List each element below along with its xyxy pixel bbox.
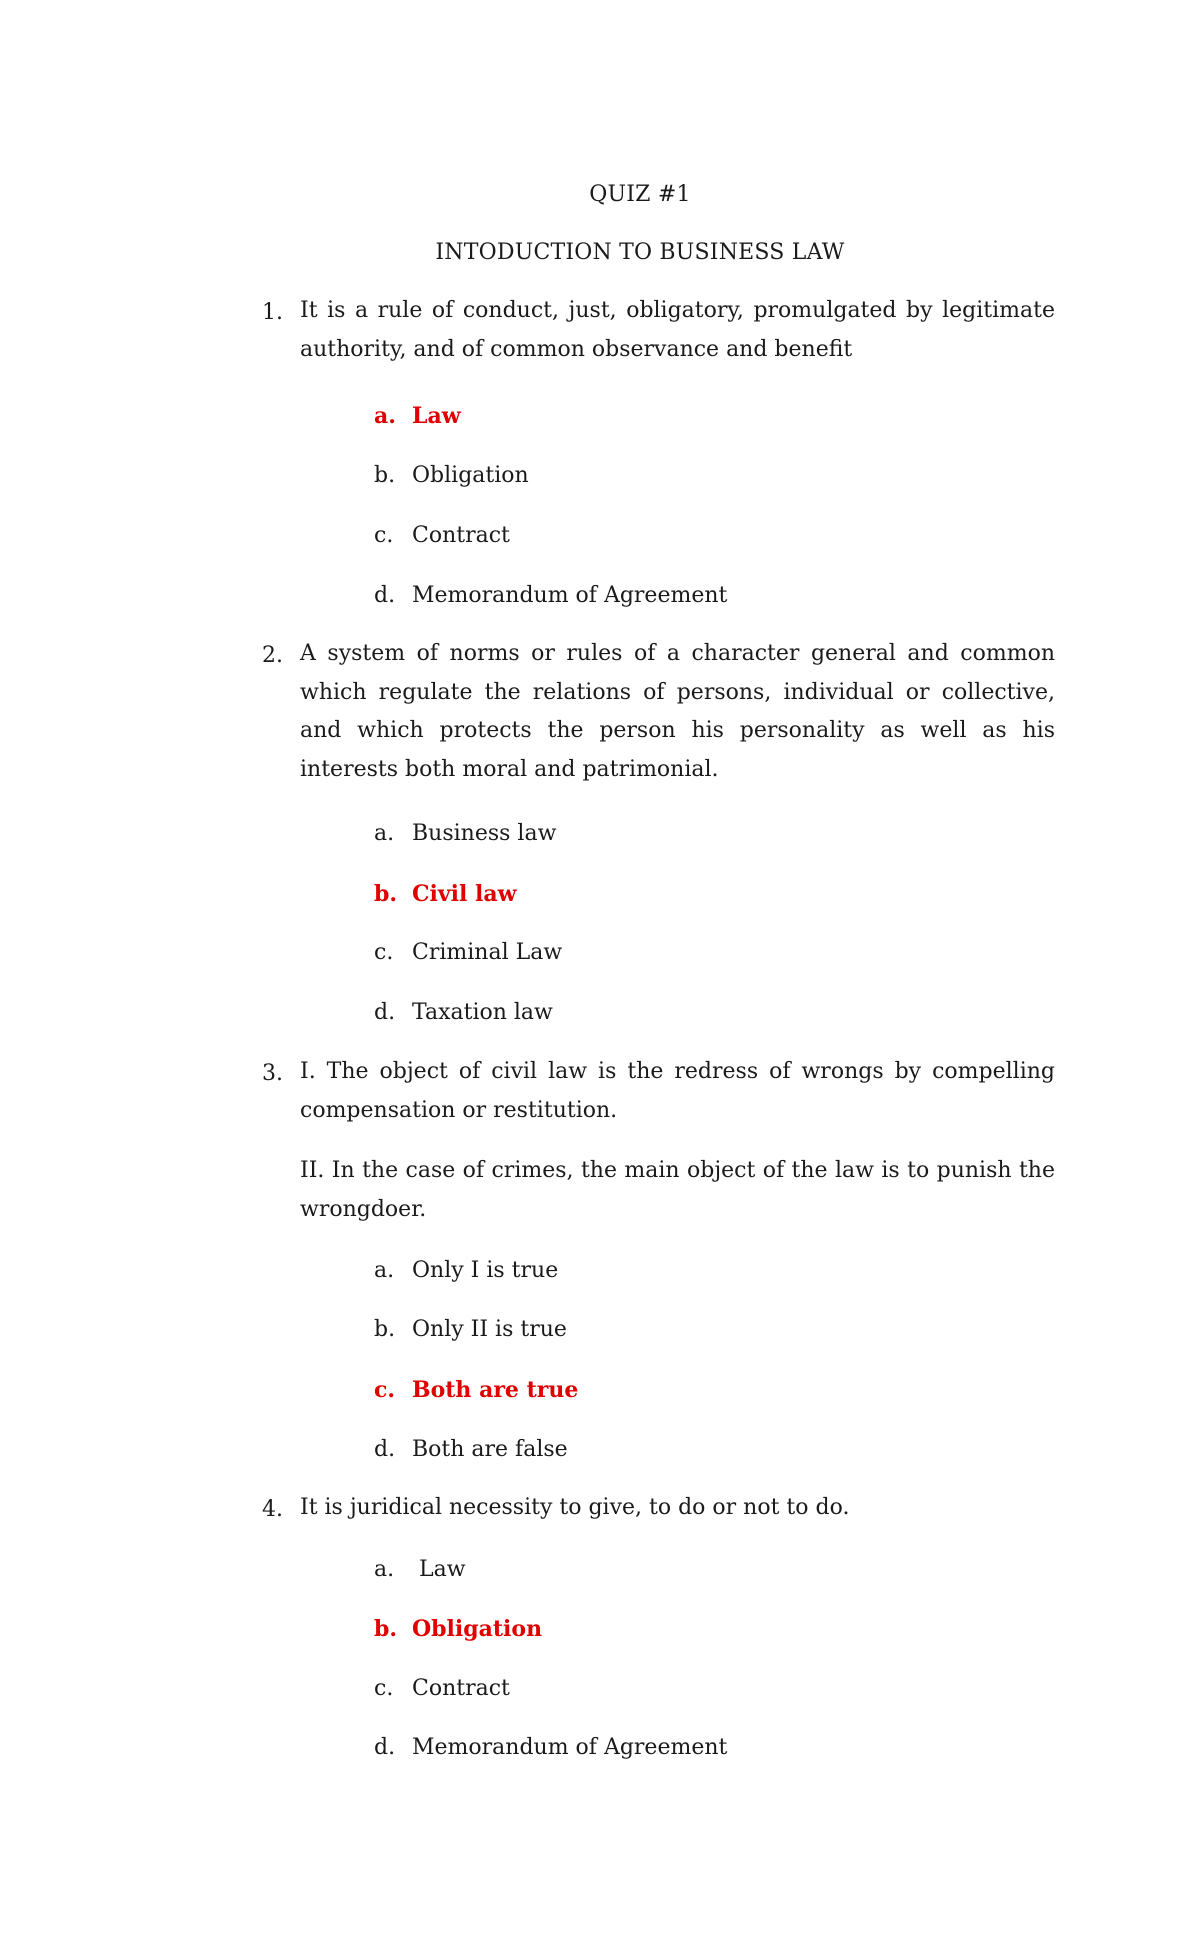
question-2-option-a	[374, 821, 556, 846]
question-3-option-d	[374, 1437, 568, 1462]
question-1-number: 1.	[262, 300, 283, 325]
question-2-option-b	[374, 881, 517, 907]
question-4-number: 4.	[262, 1497, 283, 1522]
option-text: Criminal Law	[412, 940, 563, 965]
question-1-text: It is a rule of conduct, just, obligatory, promulgated by legitimate authority, and of common observance and benefit	[300, 298, 1055, 362]
question-3-option-a	[374, 1258, 558, 1283]
option-letter: d.	[374, 583, 396, 608]
question-1-option-d	[374, 583, 727, 608]
question-3-statement-2: II. In the case of crimes, the main object of the law is to punish the wrongdoer.	[300, 1158, 1055, 1222]
quiz-title: QUIZ #1	[589, 182, 691, 207]
option-text: Obligation	[412, 463, 529, 488]
question-3-statement-1: I. The object of civil law is the redress of wrongs by compelling compensation or restitution.	[300, 1059, 1055, 1123]
option-letter: c.	[374, 1377, 396, 1403]
option-text: Only I is true	[412, 1258, 559, 1283]
option-letter: a.	[374, 1557, 395, 1582]
question-2-option-c	[374, 940, 562, 965]
option-text: Law	[412, 403, 461, 429]
option-text: Obligation	[412, 1616, 543, 1642]
option-letter: d.	[374, 1735, 396, 1760]
question-4-option-c	[374, 1676, 510, 1701]
question-3-number: 3.	[262, 1061, 283, 1086]
option-letter: a.	[374, 821, 395, 846]
question-4-text: It is juridical necessity to give, to do or not to do.	[300, 1495, 850, 1520]
question-4-option-a	[374, 1557, 466, 1582]
option-letter: c.	[374, 523, 394, 548]
question-1-option-c	[374, 523, 510, 548]
option-letter: a.	[374, 403, 396, 429]
question-4-option-b	[374, 1616, 542, 1642]
question-2-option-d	[374, 1000, 553, 1025]
quiz-subtitle: INTODUCTION TO BUSINESS LAW	[435, 240, 845, 265]
option-letter: b.	[374, 1616, 398, 1642]
option-letter: d.	[374, 1000, 396, 1025]
option-letter: b.	[374, 1317, 396, 1342]
option-text: Law	[412, 1557, 466, 1582]
option-text: Contract	[412, 523, 510, 548]
option-text: Only II is true	[412, 1317, 567, 1342]
option-letter: d.	[374, 1437, 396, 1462]
option-letter: a.	[374, 1258, 395, 1283]
question-3-option-c	[374, 1377, 578, 1403]
option-text: Taxation law	[412, 1000, 553, 1025]
option-text: Memorandum of Agreement	[412, 1735, 728, 1760]
question-2-number: 2.	[262, 643, 283, 668]
question-4-option-d	[374, 1735, 727, 1760]
option-text: Both are false	[412, 1437, 568, 1462]
question-3-option-b	[374, 1317, 567, 1342]
option-letter: b.	[374, 463, 396, 488]
option-text: Memorandum of Agreement	[412, 583, 728, 608]
option-text: Business law	[412, 821, 557, 846]
question-1-option-b	[374, 463, 529, 488]
option-text: Contract	[412, 1676, 510, 1701]
option-letter: c.	[374, 1676, 394, 1701]
question-1-option-a	[374, 403, 461, 429]
option-letter: b.	[374, 881, 398, 907]
option-text: Civil law	[412, 881, 517, 907]
question-2-text: A system of norms or rules of a character general and common which regulate the relations of persons, individual or collective, and which protects the person his personality as well as his interests both moral and patrimonial.	[300, 641, 1055, 782]
option-text: Both are true	[412, 1377, 579, 1403]
option-letter: c.	[374, 940, 394, 965]
